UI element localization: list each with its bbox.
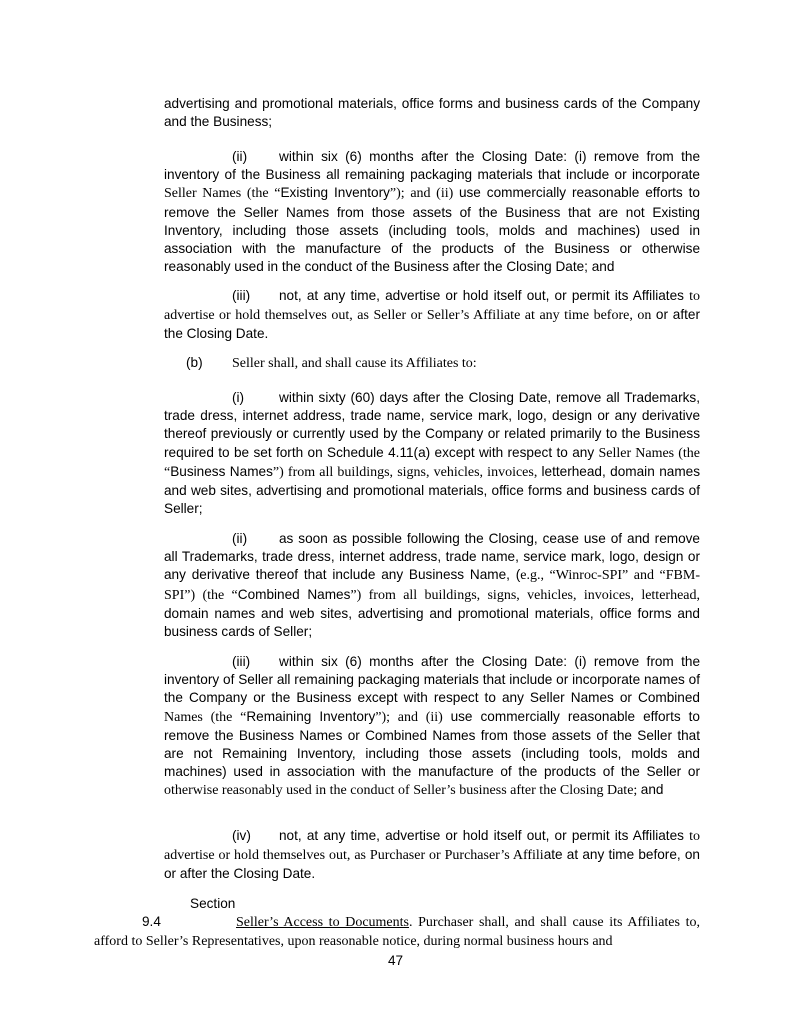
- clause-b-iv: (iv) not, at any time, advertise or hold itself out, or permit its Affiliates to advertise or hold themselves out, as Purchaser or Purchaser’s Affiliate at any time before, on or after the Closing Date.: [164, 828, 700, 882]
- clause-b-iii: (iii) within six (6) months after the Closing Date: (i) remove from the inventory of Seller all remaining packaging materials that include or incorporate names of the Company or the Business except with respect to any Seller Names or Combined Names (the “Remaining Inventory”); and (ii) use commercially reasonable efforts to remove the Business Names or Combined Names from those assets of the Seller that are not Remaining Inventory, including those assets (including tools, molds and machines) used in association with the manufacture of the products of the Seller or otherwise reasonably used in the conduct of Seller’s business after the Closing Date; and: [164, 654, 700, 799]
- clause-number: (iv): [232, 828, 251, 843]
- clause-a-iii: (iii) not, at any time, advertise or hold itself out, or permit its Affiliates to advertise or hold themselves out, as Seller or Seller’s Affiliate at any time before, on or after the Closing Date.: [164, 288, 700, 342]
- clause-number: (ii): [232, 531, 248, 546]
- section-label: Section 9.4: [142, 896, 236, 930]
- clause-b-ii: (ii) as soon as possible following the Closing, cease use of and remove all Trademarks, trade dress, internet address, trade name, service mark, logo, design or any derivative thereof that include any Business Name, (e.g., “Winroc-SPI” and “FBM-SPI”) (the “Combined Names”) from all buildings, signs, vehicles, invoices, letterhead, domain names and web sites, advertising and promotional materials, office forms and business cards of Seller;: [164, 531, 701, 640]
- section-9-4: Section 9.4 Seller’s Access to Documents. Purchaser shall, and shall cause its Affiliates to, afford to Seller’s Representatives, upon reasonable notice, during normal business hours and: [94, 896, 700, 950]
- subsection-label: (b): [186, 355, 203, 370]
- section-heading: Seller’s Access to Documents: [236, 915, 409, 931]
- clause-number: (ii): [232, 149, 248, 164]
- paragraph-continuation: advertising and promotional materials, office forms and business cards of the Company and the Business;: [164, 96, 700, 130]
- clause-number: (iii): [232, 288, 251, 303]
- clause-number: (iii): [232, 654, 251, 669]
- clause-a-ii: (ii) within six (6) months after the Closing Date: (i) remove from the inventory of the Business all remaining packaging materials that include or incorporate Seller Names (the “Existing Inventory”); and (ii) use commercially reasonable efforts to remove the Seller Names from those assets of the Business that are not Existing Inventory, including those assets (including tools, molds and machines) used in association with the manufacture of the products of the Business or otherwise reasonably used in the conduct of the Business after the Closing Date; and: [164, 149, 700, 275]
- clause-b-i: (i) within sixty (60) days after the Closing Date, remove all Trademarks, trade dress, internet address, trade name, service mark, logo, design or any derivative thereof previously or currently used by the Company or related primarily to the Business required to be set forth on Schedule 4.11(a) except with respect to any Seller Names (the “Business Names”) from all buildings, signs, vehicles, invoices, letterhead, domain names and web sites, advertising and promotional materials, office forms and business cards of Seller;: [164, 390, 700, 517]
- clause-number: (i): [232, 390, 245, 405]
- subsection-b: (b) Seller shall, and shall cause its Affiliates to:: [186, 355, 477, 371]
- page-number: 47: [387, 953, 404, 968]
